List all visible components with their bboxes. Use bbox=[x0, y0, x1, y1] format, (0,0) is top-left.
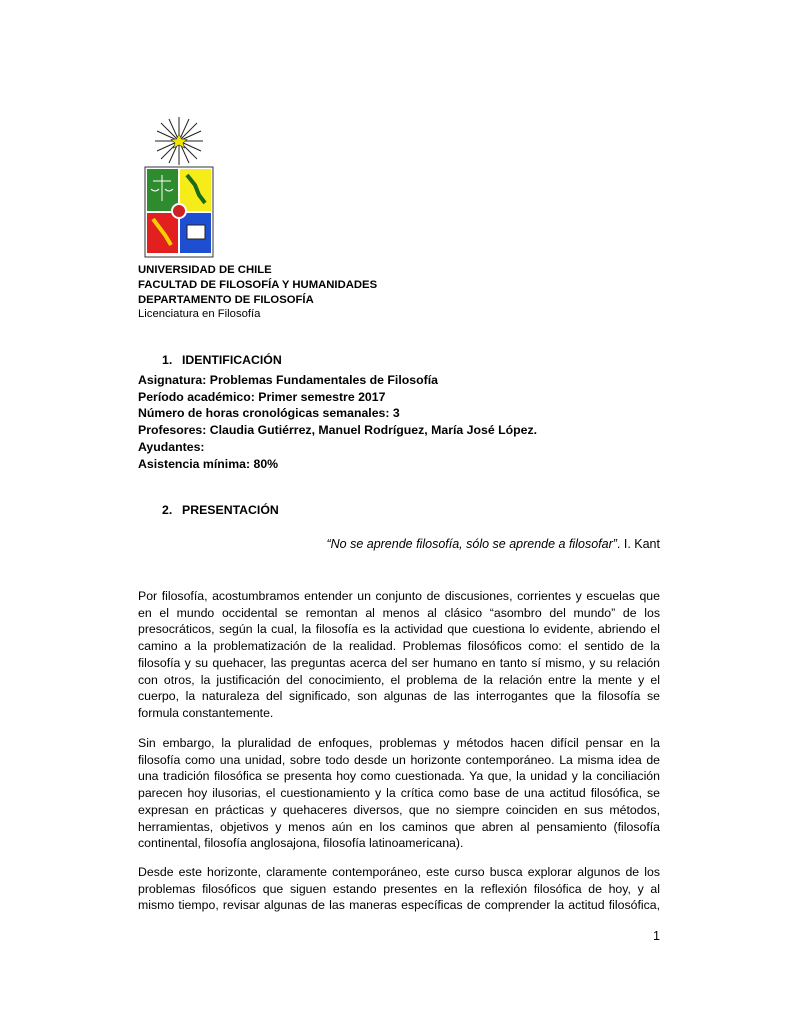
university-name: UNIVERSIDAD DE CHILE bbox=[138, 264, 272, 276]
quote-author: . I. Kant bbox=[616, 537, 660, 551]
text-line: Desde este horizonte, claramente contemporáneo, este curso busca explorar algunos de los bbox=[138, 865, 660, 879]
text-line: con otros, la justificación del conocimiento, el problema de la relación entre la mente y el bbox=[138, 672, 660, 687]
paragraph-3 bbox=[138, 864, 660, 914]
academic-period: Período académico: Primer semestre 2017 bbox=[138, 389, 386, 404]
section-2-heading bbox=[162, 503, 279, 517]
page-number: 1 bbox=[653, 929, 660, 943]
section-title: IDENTIFICACIÓN bbox=[182, 353, 282, 367]
program-name: Licenciatura en Filosofía bbox=[138, 308, 261, 321]
assistants: Ayudantes: bbox=[138, 439, 205, 454]
section-title: PRESENTACIÓN bbox=[182, 503, 279, 517]
quote-text: “No se aprende filosofía, sólo se aprende a filosofar” bbox=[326, 537, 617, 551]
text-line: problemas filosóficos que siguen estando presentes en la reflexión filosófica de hoy, y al bbox=[138, 881, 660, 896]
section-number: 1. bbox=[162, 353, 173, 367]
section-number: 2. bbox=[162, 503, 173, 517]
text-line: Sin embargo, la pluralidad de enfoques, problemas y métodos hacen difícil pensar en la bbox=[138, 736, 660, 750]
department-name: DEPARTAMENTO DE FILOSOFÍA bbox=[138, 293, 314, 306]
text-line: presocráticos, según la cual, la filosofía es la actividad que cuestiona lo evidente, abriendo el bbox=[138, 622, 660, 637]
text-line: filosofía como una unidad, sobre todo desde un horizonte contemporáneo. La misma idea de bbox=[138, 752, 660, 767]
institution-header bbox=[138, 263, 660, 322]
paragraph-2 bbox=[138, 735, 660, 852]
professors: Profesores: Claudia Gutiérrez, Manuel Rodríguez, María José López. bbox=[138, 423, 538, 438]
text-line: herramientas, objetivos y menos aún en los caminos que abren al pensamiento (filosofía bbox=[138, 819, 660, 834]
text-line: mismo tiempo, revisar algunas de las maneras específicas de comprender la actitud filosófica, bbox=[138, 898, 660, 913]
text-line: cuerpo, la naturaleza del significado, son algunas de las interrogantes que la filosofía se bbox=[138, 689, 660, 704]
text-line: continental, filosofía anglosajona, filosofía latinoamericana). bbox=[138, 836, 464, 851]
text-line: en el mundo occidental se remontan al menos al clásico “asombro del mundo” de los bbox=[138, 605, 660, 620]
course-name: Asignatura: Problemas Fundamentales de Filosofía bbox=[138, 373, 438, 387]
faculty-name: FACULTAD DE FILOSOFÍA Y HUMANIDADES bbox=[138, 278, 378, 291]
text-line: camino a la problematización de la realidad. Problemas filosóficos como: el sentido de la bbox=[138, 639, 660, 654]
epigraph bbox=[326, 537, 660, 551]
text-line: parecen hoy ilusorias, el cuestionamiento y la crítica como base de una actitud filosófica, se bbox=[138, 786, 660, 801]
section-1-heading bbox=[162, 353, 282, 367]
text-line: expresan en prácticas y quehaceres diversos, que no siempre coinciden en sus métodos, bbox=[138, 802, 660, 817]
minimum-attendance: Asistencia mínima: 80% bbox=[138, 456, 279, 471]
text-line: formula constantemente. bbox=[138, 705, 274, 720]
identification-details bbox=[138, 372, 660, 472]
text-line: una tradición filosófica se presenta hoy como cuestionada. Ya que, la unidad y la conciliación bbox=[138, 769, 660, 784]
text-line: Por filosofía, acostumbramos entender un conjunto de discusiones, corrientes y escuelas que bbox=[138, 589, 660, 603]
university-coat-of-arms-logo bbox=[143, 115, 215, 260]
paragraph-1 bbox=[138, 588, 660, 722]
weekly-hours: Número de horas cronológicas semanales: 3 bbox=[138, 406, 400, 421]
text-line: filosofía y su quehacer, las preguntas acerca del ser humano en tanto sí mismo, y su relación bbox=[138, 655, 660, 670]
